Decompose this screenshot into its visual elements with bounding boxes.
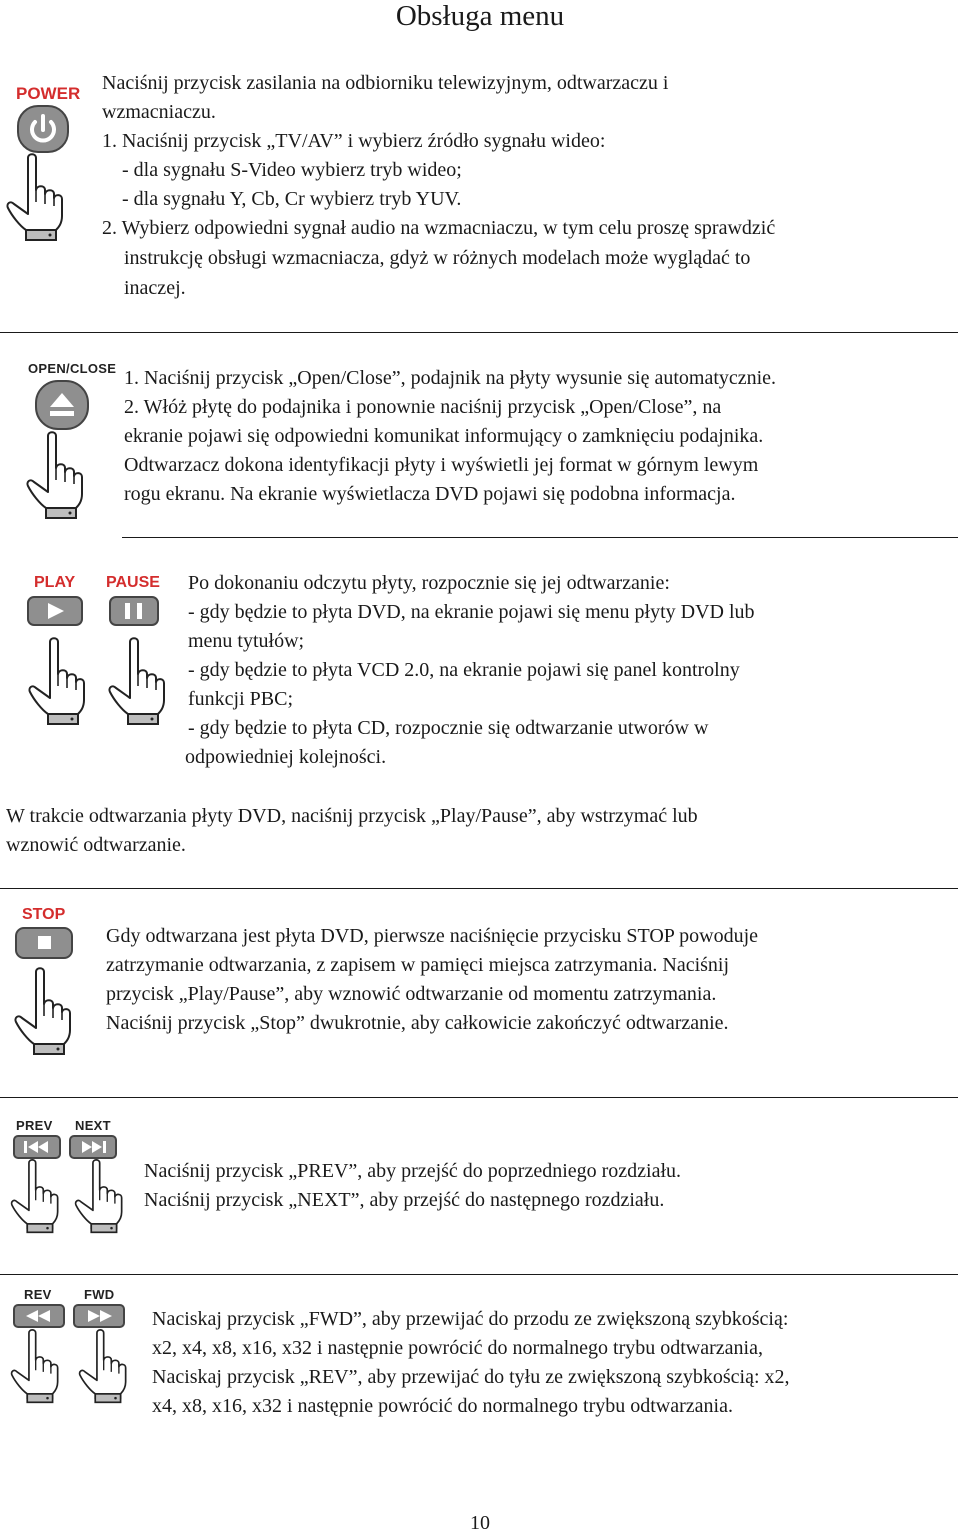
eject-button-icon bbox=[34, 379, 90, 436]
revfwd-line-3: Naciskaj przycisk „REV”, aby przewijać do tyłu ze zwiększoną szybkością: x2, bbox=[152, 1366, 790, 1388]
play-line-3: menu tytułów; bbox=[188, 630, 305, 652]
hand-pointer-icon bbox=[8, 1328, 60, 1404]
power-line-1: Naciśnij przycisk zasilania na odbiorniku telewizyjnym, odtwarzaczu i bbox=[102, 72, 669, 94]
play-line-1: Po dokonaniu odczytu płyty, rozpocznie się jej odtwarzanie: bbox=[188, 572, 670, 594]
play-label: PLAY bbox=[34, 574, 76, 591]
open-close-label: OPEN/CLOSE bbox=[28, 361, 117, 376]
play-line-4: - gdy będzie to płyta VCD 2.0, na ekranie pojawi się panel kontrolny bbox=[188, 659, 740, 681]
open-step-2-cont-1: ekranie pojawi się odpowiedni komunikat informujący o zamknięciu podajnika. bbox=[124, 425, 764, 447]
divider bbox=[0, 888, 958, 889]
hand-pointer-icon bbox=[106, 636, 166, 726]
stop-line-1: Gdy odtwarzana jest płyta DVD, pierwsze naciśnięcie przycisku STOP powoduje bbox=[106, 925, 759, 947]
divider bbox=[0, 1097, 958, 1098]
hand-pointer-icon bbox=[76, 1328, 128, 1404]
hand-pointer-icon bbox=[26, 636, 86, 726]
play-line-6: - gdy będzie to płyta CD, rozpocznie się odtwarzanie utworów w bbox=[188, 717, 709, 739]
prev-label: PREV bbox=[16, 1118, 53, 1133]
pause-note-line-2: wznowić odtwarzanie. bbox=[6, 834, 186, 856]
power-step-1b: - dla sygnału Y, Cb, Cr wybierz tryb YUV. bbox=[122, 188, 462, 210]
power-step-2-cont-1: instrukcję obsługi wzmacniacza, gdyż w różnych modelach może wyglądać to bbox=[124, 247, 751, 269]
prev-line: Naciśnij przycisk „PREV”, aby przejść do poprzedniego rozdziału. bbox=[144, 1160, 682, 1182]
pause-note-line-1: W trakcie odtwarzania płyty DVD, naciśnij przycisk „Play/Pause”, aby wstrzymać lub bbox=[6, 805, 698, 827]
play-line-7: odpowiedniej kolejności. bbox=[185, 746, 387, 768]
hand-pointer-icon bbox=[4, 152, 64, 242]
power-button-icon bbox=[16, 104, 70, 159]
power-step-2-cont-2: inaczej. bbox=[124, 277, 186, 299]
power-step-2: 2. Wybierz odpowiedni sygnał audio na wzmacniaczu, w tym celu proszę sprawdzić bbox=[102, 217, 776, 239]
stop-button-icon bbox=[14, 926, 74, 965]
revfwd-line-2: x2, x4, x8, x16, x32 i następnie powrócić do normalnego trybu odtwarzania, bbox=[152, 1337, 763, 1359]
stop-line-2: zatrzymanie odtwarzania, z zapisem w pamięci miejsca zatrzymania. Naciśnij bbox=[106, 954, 730, 976]
pause-button-icon bbox=[108, 595, 160, 632]
stop-label: STOP bbox=[22, 906, 66, 923]
page-number: 10 bbox=[470, 1512, 490, 1534]
next-label: NEXT bbox=[75, 1118, 111, 1133]
rev-label: REV bbox=[24, 1287, 52, 1302]
page-title: Obsługa menu bbox=[395, 0, 565, 32]
power-step-1a: - dla sygnału S-Video wybierz tryb wideo; bbox=[122, 159, 462, 181]
pause-label: PAUSE bbox=[106, 574, 160, 591]
next-line: Naciśnij przycisk „NEXT”, aby przejść do następnego rozdziału. bbox=[144, 1189, 665, 1211]
divider bbox=[0, 1274, 958, 1275]
open-step-1: 1. Naciśnij przycisk „Open/Close”, podajnik na płyty wysunie się automatycznie. bbox=[124, 367, 777, 389]
play-line-5: funkcji PBC; bbox=[188, 688, 294, 710]
play-line-2: - gdy będzie to płyta DVD, na ekranie pojawi się menu płyty DVD lub bbox=[188, 601, 755, 623]
stop-line-3: przycisk „Play/Pause”, aby wznowić odtwarzanie od momentu zatrzymania. bbox=[106, 983, 717, 1005]
revfwd-line-4: x4, x8, x16, x32 i następnie powrócić do normalnego trybu odtwarzania. bbox=[152, 1395, 733, 1417]
open-step-2-cont-2: Odtwarzacz dokona identyfikacji płyty i wyświetli jej format w górnym lewym bbox=[124, 454, 759, 476]
open-step-2-cont-3: rogu ekranu. Na ekranie wyświetlacza DVD pojawi się podobna informacja. bbox=[124, 483, 736, 505]
divider bbox=[122, 537, 958, 538]
power-label: POWER bbox=[16, 84, 81, 103]
stop-line-4: Naciśnij przycisk „Stop” dwukrotnie, aby całkowicie zakończyć odtwarzanie. bbox=[106, 1012, 729, 1034]
hand-pointer-icon bbox=[12, 966, 72, 1056]
power-line-2: wzmacniaczu. bbox=[102, 101, 216, 123]
play-button-icon bbox=[26, 595, 84, 632]
divider bbox=[0, 332, 958, 333]
hand-pointer-icon bbox=[8, 1158, 60, 1234]
hand-pointer-icon bbox=[24, 430, 84, 520]
open-step-2: 2. Włóż płytę do podajnika i ponownie naciśnij przycisk „Open/Close”, na bbox=[124, 396, 722, 418]
hand-pointer-icon bbox=[72, 1158, 124, 1234]
fwd-label: FWD bbox=[84, 1287, 115, 1302]
power-step-1: 1. Naciśnij przycisk „TV/AV” i wybierz źródło sygnału wideo: bbox=[102, 130, 606, 152]
revfwd-line-1: Naciskaj przycisk „FWD”, aby przewijać do przodu ze zwiększoną szybkością: bbox=[152, 1308, 789, 1330]
